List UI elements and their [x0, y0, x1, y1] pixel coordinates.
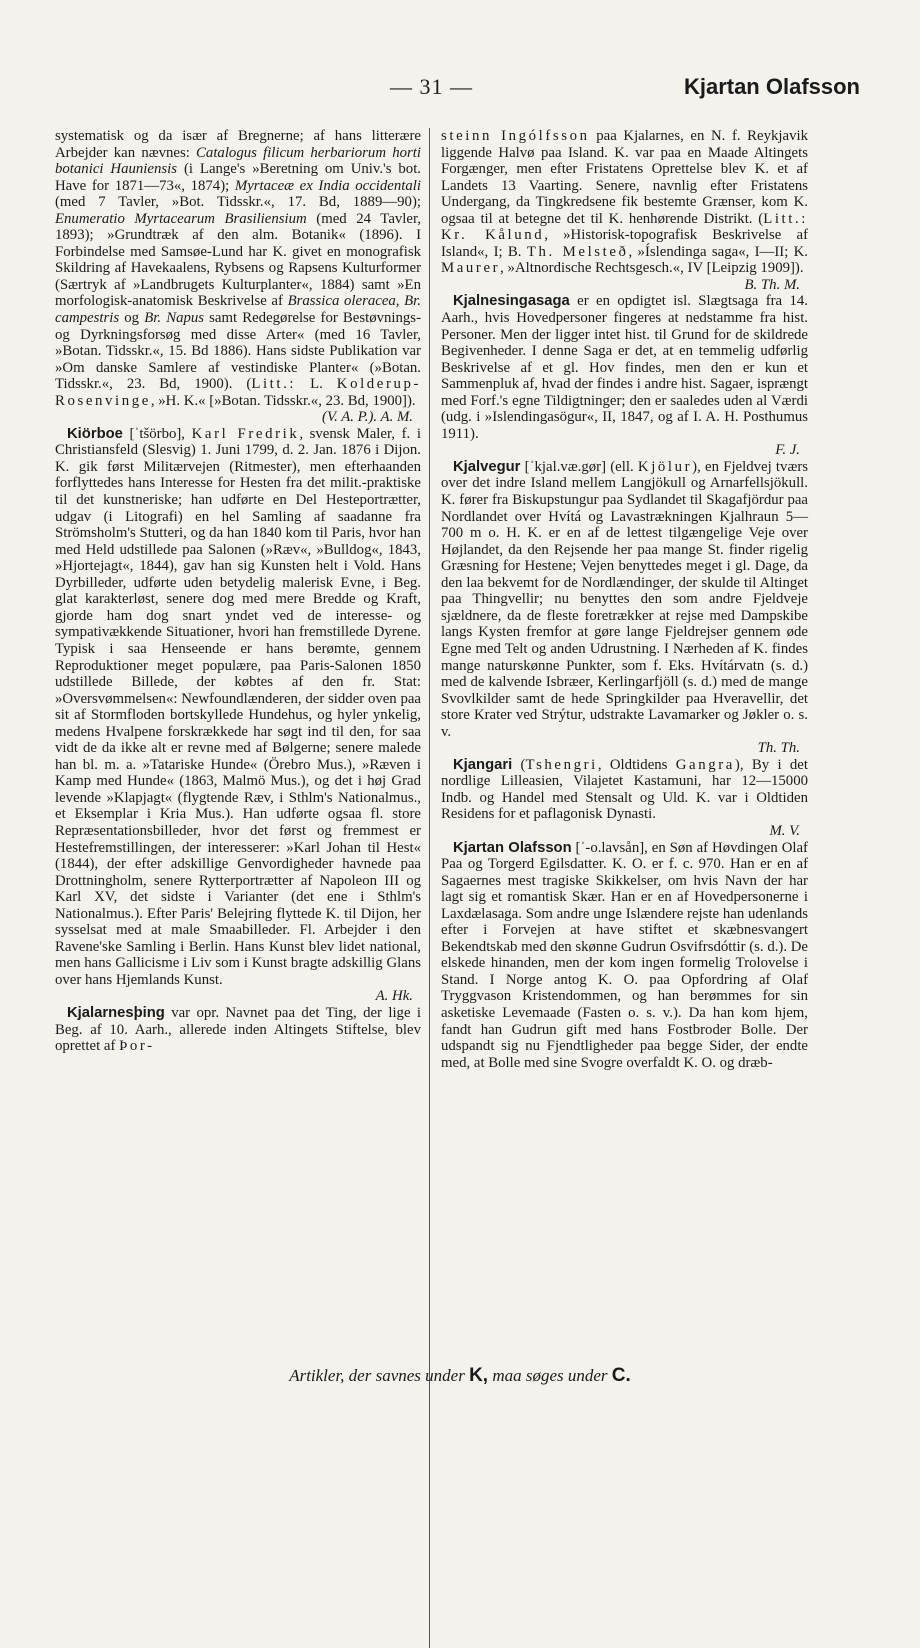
signature: F. J. — [775, 442, 800, 459]
page-header — [390, 72, 860, 108]
page-footer-note: Artikler, der savnes under K, maa søges under C. — [289, 1365, 631, 1386]
entry-kjartan-olafsson: Kjartan Olafsson [ˈ-o.lavsån], en Søn af Høvdingen Olaf Paa og Torgerd Egilsdatter. K. O. er f. c. 970. Han er en af Sagaernes mest tragiske Skikkelser, om hvis Navn der har lagt sig et romantisk Skær. Han er en af Hovedpersonerne i Laxdælasaga. Som andre unge Islændere rejste han udenlands efter i Forvejen at have stiftet et skæbnesvangert Bekendtskab med den skønne Gudrun Osvifrsdóttir (s. d.). De elskede hinanden, men der kom ingen formelig Trolovelse i Stand. I Norge antog K. O. paa Opfordring af Olaf Tryggvason Kristendommen, og han berømmes for sin asketiske Levemaade (Fasten o. s. v.). Da han kom hjem, fandt han Gudrun gift med hans Fostbroder Bolle. Der udspandt sig nu Fjendtligheder paa begge Sider, der endte med, at Bolle med sine Svogre overfaldt K. O. og dræb- — [441, 839, 808, 1071]
running-head: Kjartan Olafsson — [683, 74, 860, 99]
entry-continuation: steinn Ingólfsson paa Kjalarnes, en N. f. Reykjavik liggende Halvø paa Island. K. var paa en Maade Altingets Forgænger, men efter Fristatens Oprettelse blev K. et af Landets 13 Vaarting. Senere, navnlig efter Fristatens Undergang, da Tingkredsene fik bestemte Grænser, kom K. ogsaa til at betegne det til K. henhørende Distrikt. (Litt.: Kr. Kålund, »Historisk-topografisk Beskrivelse af Island«, I; B. Th. Melsteð, »Íslendinga saga«, I—II; K. Maurer, »Altnordische Rechtsgesch.«, IV [Leipzig 1909]). B. Th. M. — [441, 128, 809, 293]
headword: Kiörboe — [67, 425, 123, 442]
entry-kjalarnesthing: Kjalarnesþing var opr. Navnet paa det Ting, der lige i Beg. af 10. Aarh., allerede inden Altingets Stiftelse, blev oprettet af Þor- — [55, 1004, 421, 1055]
entry-kjalvegur: Kjalvegur [ˈkjal.væ.gør] (ell. Kjölur), en Fjeldvej tværs over det indre Island mellem Langjökull og Arnarfellsjökull. K. fører fra Biskupstungur paa Sydlandet til Skagafjördur paa Nordlandet over Hvítá og Lavastrækningen Kjalhraun 5—700 m o. H. K. er en af de lettest tilgængelige Veje over Højlandet, da den Rejsende her paa mange St. finder rigelig Græsning for Hestene; Vejen benyttedes meget i gl. Dage, da den laa bekvemt for de Nordlændinger, der skulde til Altinget paa Thingvellir; nu benyttes den som andre Fjeldveje sjældnere, da de fleste foretrækker at rejse med Dampskibe langs Kysten fremfor at gøre lange Fjeldrejser gennem øde Egne med Telt og anden Udrustning. I Nærheden af K. findes mange naturskønne Punkter, som f. Eks. Hvítárvatn (s. d.) med de kalvende Isbræer, Kerlingarfjöll (s. d.) med de mange Svovlkilder samt de hede Springkilder paa Hveravellir, det store Krater ved Strýtur, udstrakte Lavamarker og Jøkler o. s. v. Th. Th. — [441, 458, 808, 757]
headword: Kjalvegur — [453, 458, 521, 475]
headword: Kjangari — [453, 756, 513, 773]
headword: Kjartan Olafsson — [453, 839, 572, 856]
headword: Kjalarnesþing — [67, 1004, 165, 1021]
left-column — [55, 128, 421, 1055]
signature: A. Hk. — [375, 988, 413, 1005]
signature: B. Th. M. — [744, 276, 800, 293]
signature: M. V. — [769, 822, 800, 839]
signature: (V. A. P.). A. M. — [322, 409, 413, 426]
signature: Th. Th. — [757, 740, 800, 757]
entry-kjalnesingasaga: Kjalnesingasaga er en opdigtet isl. Slægtsaga fra 14. Aarh., hvis Hovedpersoner fingeres at nedstamme fra hist. Personer. Men der ligger intet hist. til Grund for de skildrede Begivenheder. I denne Saga er det, at en temmelig udførlig Beskrivelse af et gl. Hov findes, men den er kun et Sammenpluk af, hvad der findes i andre hist. Sagaer, isprængt med Forf.'s egne Tildigtninger; den er saaledes uden al Værdi (udg. i »Islendingasögur«, II, 1847, og af I. A. H. Posthumus 1911). F. J. — [441, 293, 808, 459]
page-number: — 31 — — [390, 74, 473, 99]
column-divider — [429, 128, 430, 1648]
entry-kiorboe: Kiörboe [ˈtšörbo], Karl Fredrik, svensk Maler, f. i Christiansfeld (Slesvig) 1. Juni 1799, d. 2. Jan. 1876 i Dijon. K. gik først Militærvejen (Ritmester), men efterhaanden forflyttedes hans Interesse for Hesten fra det milit.-praktiske til det kunstneriske; han udførte en Del Hesteportrætter, udgav (i Litografi) en hel Samling af saadanne fra Strömsholm's Stutteri, og da han 1840 kom til Paris, hvor han med Held udstillede paa Salonen (»Ræv«, »Bulldog«, 1843, »Hjortejagt«, 1844), gav han sig Kunsten helt i Vold. Hans Dyrbilleder, udførte uden betydelig malerisk Evne, i Beg. glat karakterløst, senere dog med mere Bredde og Kraft, gjorde ham dog snart yndet ved de interesse- og sympativækkende Situationer, hvori han fremstillede Dyrene. Typisk i saa Henseende er hans berømte, gennem Reproduktioner meget populære, paa Paris-Salonen 1850 udstillede Billede, der købtes af den fr. Stat: »Oversvømmelsen«: Newfoundlænderen, der sidder oven paa sit af Stormfloden bortskyllede Hundehus, og hyler ynkelig, medens Hvalpene forskrækkede har søgt ind til den, for saa vidt de da ikke alt er revne med af Bølgerne; senere malede han bl. m. a. »Tatariske Hunde« (Örebro Mus.), »Ræven i Kamp med Hunde« (1863, Malmö Mus.), og det i høj Grad levende »Klapjagt« (flygtende Ræv, i Sthlm's Nationalmus., et Eksemplar i Kria Mus.). Han udførte ogsaa fl. store Repræsentationsbilleder, hvor det først og fremmest er Hestefremstillingen, der interesserer: »Karl Johan til Hest« (1844), der efter adskillige Genvordigheder havnede paa Drottningholm, senere Rytterportrætter af Napoleon III og Karl XV, det sidste i Varianter (det ene i Sthlm's Nationalmus.). Efter Paris' Belejring flyttede K. til Dijon, her sysselsat med at male Smaabilleder. Fl. Arbejder i den Ravene'ske Samling i Berlin. Hans Kunst blev lidet national, men hans Gallicisme i Liv som i Kunst bragte adskillig Glans over hans Hjemlands Kunst. A. Hk. — [55, 425, 421, 1005]
entry-continuation: systematisk og da især af Bregnerne; af hans litterære Arbejder kan nævnes: Catalogus filicum herbariorum horti botanici Hauniensis (i Lange's »Beretning om Univ.'s bot. Have for 1871—73«, 1874); Myrtaceæ ex India occidentali (med 7 Tavler, »Bot. Tidsskr.«, 17. Bd, 1889—90); Enumeratio Myrtacearum Brasiliensium (med 24 Tavler, 1893); »Grundtræk af den alm. Botanik« (1896). I Forbindelse med Samsøe-Lund har K. givet en monografisk Skildring af Havekaalens, Rybsens og Rapsens Kulturformer (Særtryk af »Landbrugets Kulturplanter«, 1884) samt »En morfologisk-anatomisk Beskrivelse af Brassica oleracea, Br. campestris og Br. Napus samt Redegørelse for Bestøvnings- og Dyrkningsforsøg med disse Arter« (med 16 Tavler, »Botan. Tidsskr.«, 15. Bd 1886). Hans sidste Publikation var »Om danske Samlere af vestindiske Planter« (»Botan. Tidsskr.«, 23. Bd, 1900). (Litt.: L. Kolderup-Rosenvinge, »H. K.« [»Botan. Tidsskr.«, 23. Bd, 1900]). (V. A. P.). A. M. — [55, 128, 422, 426]
entry-kjangari: Kjangari (Tshengri, Oldtidens Gangra), By i det nordlige Lilleasien, Vilajetet Kastamuni, har 12—15000 Indb. og Handel med Stensalt og Uld. K. var i Oldtiden Residens for et paflagonisk Dynasti. M. V. — [441, 756, 808, 839]
right-column — [441, 128, 808, 1071]
headword: Kjalnesingasaga — [453, 293, 570, 310]
